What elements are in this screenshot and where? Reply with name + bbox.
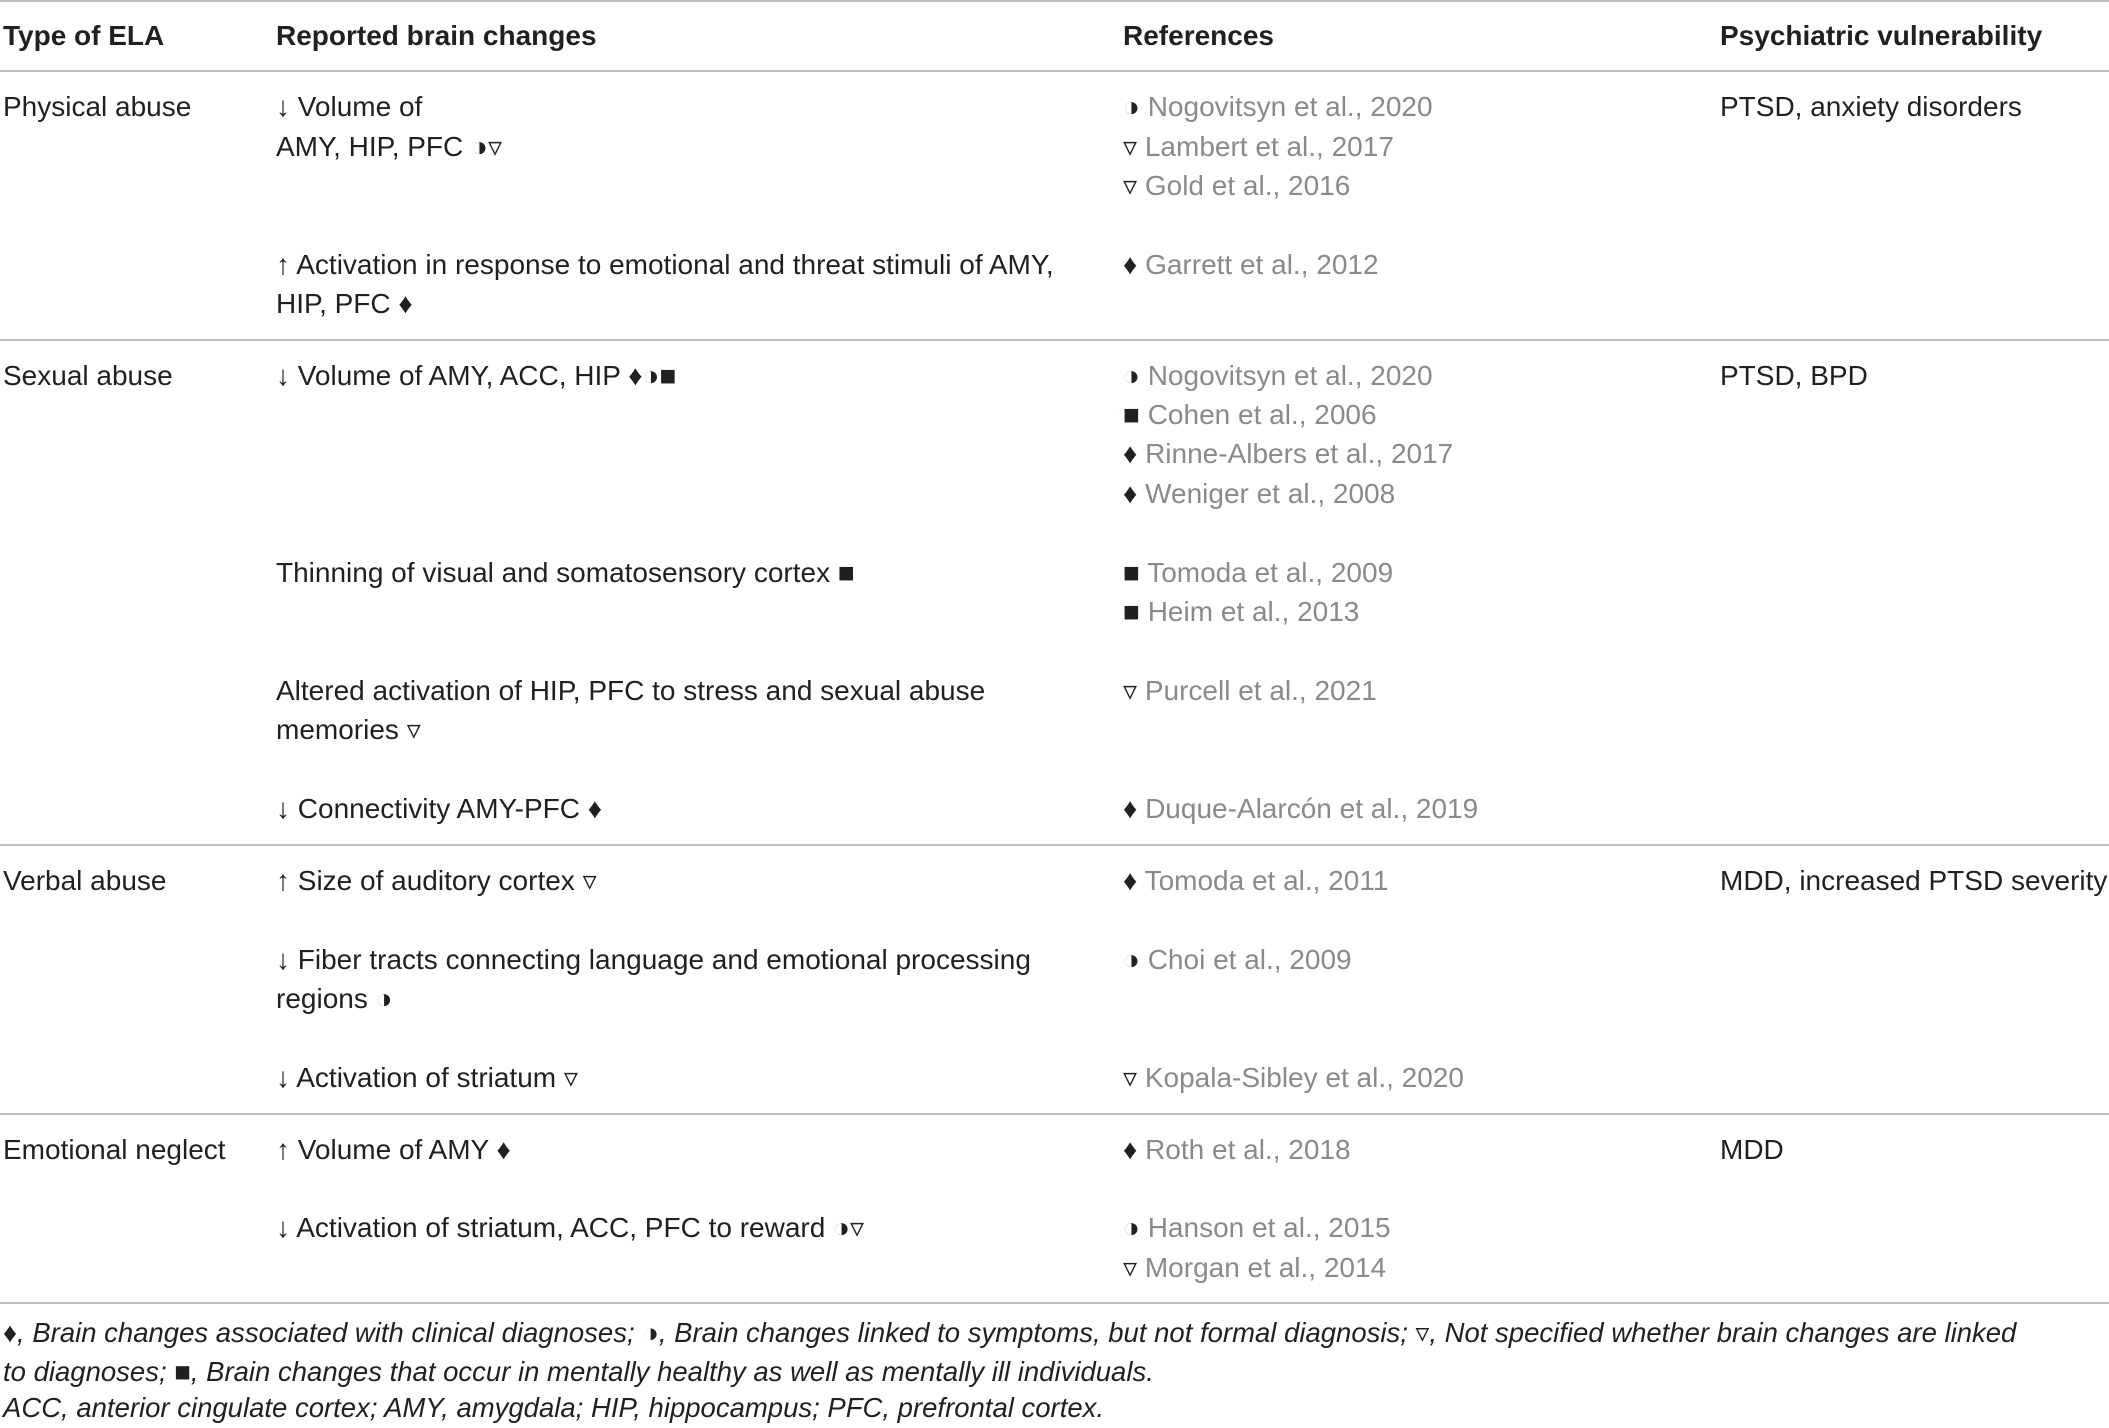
brain-change-line: ↓ Activation of striatum ▿ xyxy=(276,1062,578,1093)
row-divider xyxy=(0,1113,2109,1115)
reference-item: ▿ Purcell et al., 2021 xyxy=(1123,675,1377,706)
diamond-icon: ♦ xyxy=(1123,865,1138,896)
triangle-icon: ▿ xyxy=(1123,131,1138,162)
decrease-arrow-icon: ↓ xyxy=(276,944,290,975)
brain-change-line: ↑ Activation in response to emotional and threat stimuli of AMY, xyxy=(276,249,1054,280)
triangle-icon: ▿ xyxy=(406,714,421,745)
row-divider xyxy=(0,844,2109,846)
footnote-legend: to diagnoses; ■, Brain changes that occur in mentally healthy as well as mentally ill individuals. xyxy=(3,1356,1154,1387)
diamond-icon: ♦ xyxy=(398,288,413,319)
diamond-icon: ♦ xyxy=(1123,438,1138,469)
reference-item: ♦ Weniger et al., 2008 xyxy=(1123,478,1396,509)
half-circle-icon: ◑ xyxy=(375,983,393,1014)
triangle-icon: ▿ xyxy=(850,1212,865,1243)
reference-item: ▿ Kopala-Sibley et al., 2020 xyxy=(1123,1062,1464,1093)
half-circle-icon: ◑ xyxy=(1123,1212,1140,1243)
half-circle-icon: ◑ xyxy=(642,1317,659,1348)
triangle-icon: ▿ xyxy=(582,865,597,896)
diamond-icon: ♦ xyxy=(628,360,643,391)
table-top-rule xyxy=(0,0,2109,2)
increase-arrow-icon: ↑ xyxy=(276,249,290,280)
footnote-legend: ♦, Brain changes associated with clinical diagnoses; ◑, Brain changes linked to symptoms, but not formal diagnosis; ▿, Not specified whether brain changes are linked xyxy=(3,1317,2017,1348)
reference-item: ■ Cohen et al., 2006 xyxy=(1123,399,1377,430)
decrease-arrow-icon: ↓ xyxy=(276,360,290,391)
ela-type-cell: Sexual abuse xyxy=(3,360,173,391)
brain-change-line: HIP, PFC ♦ xyxy=(276,288,413,319)
brain-change-line: Altered activation of HIP, PFC to stress and sexual abuse xyxy=(276,675,986,706)
brain-change-line: ↓ Volume of AMY, ACC, HIP ♦◑■ xyxy=(276,360,677,391)
vulnerability-cell: MDD, increased PTSD severity xyxy=(1720,865,2108,896)
diamond-icon: ♦ xyxy=(1123,478,1138,509)
header-references: References xyxy=(1123,20,1274,51)
increase-arrow-icon: ↑ xyxy=(276,865,290,896)
triangle-icon: ▿ xyxy=(1123,1062,1138,1093)
diamond-icon: ♦ xyxy=(3,1317,18,1348)
reference-item: ■ Tomoda et al., 2009 xyxy=(1123,557,1394,588)
header-brain-changes: Reported brain changes xyxy=(276,20,597,51)
triangle-icon: ▿ xyxy=(1123,1252,1138,1283)
diamond-icon: ♦ xyxy=(1123,249,1138,280)
ela-type-cell: Verbal abuse xyxy=(3,865,167,896)
brain-change-line: regions ◑ xyxy=(276,983,393,1014)
decrease-arrow-icon: ↓ xyxy=(276,1062,290,1093)
reference-item: ♦ Rinne-Albers et al., 2017 xyxy=(1123,438,1454,469)
brain-change-line: ↓ Activation of striatum, ACC, PFC to reward ◑▿ xyxy=(276,1212,865,1243)
diamond-icon: ♦ xyxy=(587,793,603,824)
reference-item: ◑ Hanson et al., 2015 xyxy=(1123,1212,1391,1243)
brain-change-line: ↓ Connectivity AMY-PFC ♦ xyxy=(276,793,603,824)
reference-item: ■ Heim et al., 2013 xyxy=(1123,596,1360,627)
vulnerability-cell: PTSD, BPD xyxy=(1720,360,1868,391)
ela-type-cell: Emotional neglect xyxy=(3,1134,226,1165)
reference-item: ♦ Duque-Alarcón et al., 2019 xyxy=(1123,793,1479,824)
triangle-icon: ▿ xyxy=(563,1062,578,1093)
reference-item: ◑ Choi et al., 2009 xyxy=(1123,944,1352,975)
header-psychiatric-vulnerability: Psychiatric vulnerability xyxy=(1720,20,2043,51)
square-icon: ■ xyxy=(1123,399,1140,430)
triangle-icon: ▿ xyxy=(1415,1317,1430,1348)
header-type-of-ela: Type of ELA xyxy=(3,20,165,51)
triangle-icon: ▿ xyxy=(1123,170,1138,201)
square-icon: ■ xyxy=(1123,596,1140,627)
half-circle-icon: ◑ xyxy=(471,131,488,162)
vulnerability-cell: MDD xyxy=(1720,1134,1784,1165)
brain-change-line: Thinning of visual and somatosensory cortex ■ xyxy=(276,557,855,588)
square-icon: ■ xyxy=(659,360,677,391)
reference-item: ♦ Garrett et al., 2012 xyxy=(1123,249,1379,280)
square-icon: ■ xyxy=(837,557,855,588)
brain-change-line: ↑ Volume of AMY ♦ xyxy=(276,1134,511,1165)
half-circle-icon: ◑ xyxy=(1123,360,1140,391)
row-divider xyxy=(0,339,2109,341)
reference-item: ▿ Lambert et al., 2017 xyxy=(1123,131,1394,162)
square-icon: ■ xyxy=(174,1356,191,1387)
header-rule xyxy=(0,70,2109,72)
brain-change-line: memories ▿ xyxy=(276,714,421,745)
half-circle-icon: ◑ xyxy=(833,1212,850,1243)
ela-type-cell: Physical abuse xyxy=(3,91,192,122)
reference-item: ◑ Nogovitsyn et al., 2020 xyxy=(1123,360,1433,391)
half-circle-icon: ◑ xyxy=(1123,91,1140,122)
decrease-arrow-icon: ↓ xyxy=(276,793,290,824)
diamond-icon: ♦ xyxy=(1123,793,1138,824)
triangle-icon: ▿ xyxy=(1123,675,1138,706)
brain-change-line: AMY, HIP, PFC ◑▿ xyxy=(276,131,503,162)
table-bottom-rule xyxy=(0,1302,2109,1304)
decrease-arrow-icon: ↓ xyxy=(276,1212,290,1243)
increase-arrow-icon: ↑ xyxy=(276,1134,290,1165)
brain-change-line: ↓ Fiber tracts connecting language and emotional processing xyxy=(276,944,1031,975)
reference-item: ◑ Nogovitsyn et al., 2020 xyxy=(1123,91,1433,122)
diamond-icon: ♦ xyxy=(496,1134,511,1165)
footnote-abbreviations: ACC, anterior cingulate cortex; AMY, amygdala; HIP, hippocampus; PFC, prefrontal cortex. xyxy=(3,1392,1105,1423)
triangle-icon: ▿ xyxy=(487,131,503,162)
reference-item: ♦ Tomoda et al., 2011 xyxy=(1123,865,1389,896)
reference-item: ▿ Gold et al., 2016 xyxy=(1123,170,1351,201)
half-circle-icon: ◑ xyxy=(1123,944,1140,975)
reference-item: ♦ Roth et al., 2018 xyxy=(1123,1134,1351,1165)
reference-item: ▿ Morgan et al., 2014 xyxy=(1123,1252,1387,1283)
vulnerability-cell: PTSD, anxiety disorders xyxy=(1720,91,2022,122)
decrease-arrow-icon: ↓ xyxy=(276,91,290,122)
square-icon: ■ xyxy=(1123,557,1140,588)
diamond-icon: ♦ xyxy=(1123,1134,1138,1165)
half-circle-icon: ◑ xyxy=(642,360,660,391)
brain-change-line: ↑ Size of auditory cortex ▿ xyxy=(276,865,597,896)
brain-change-line: ↓ Volume of xyxy=(276,91,423,122)
